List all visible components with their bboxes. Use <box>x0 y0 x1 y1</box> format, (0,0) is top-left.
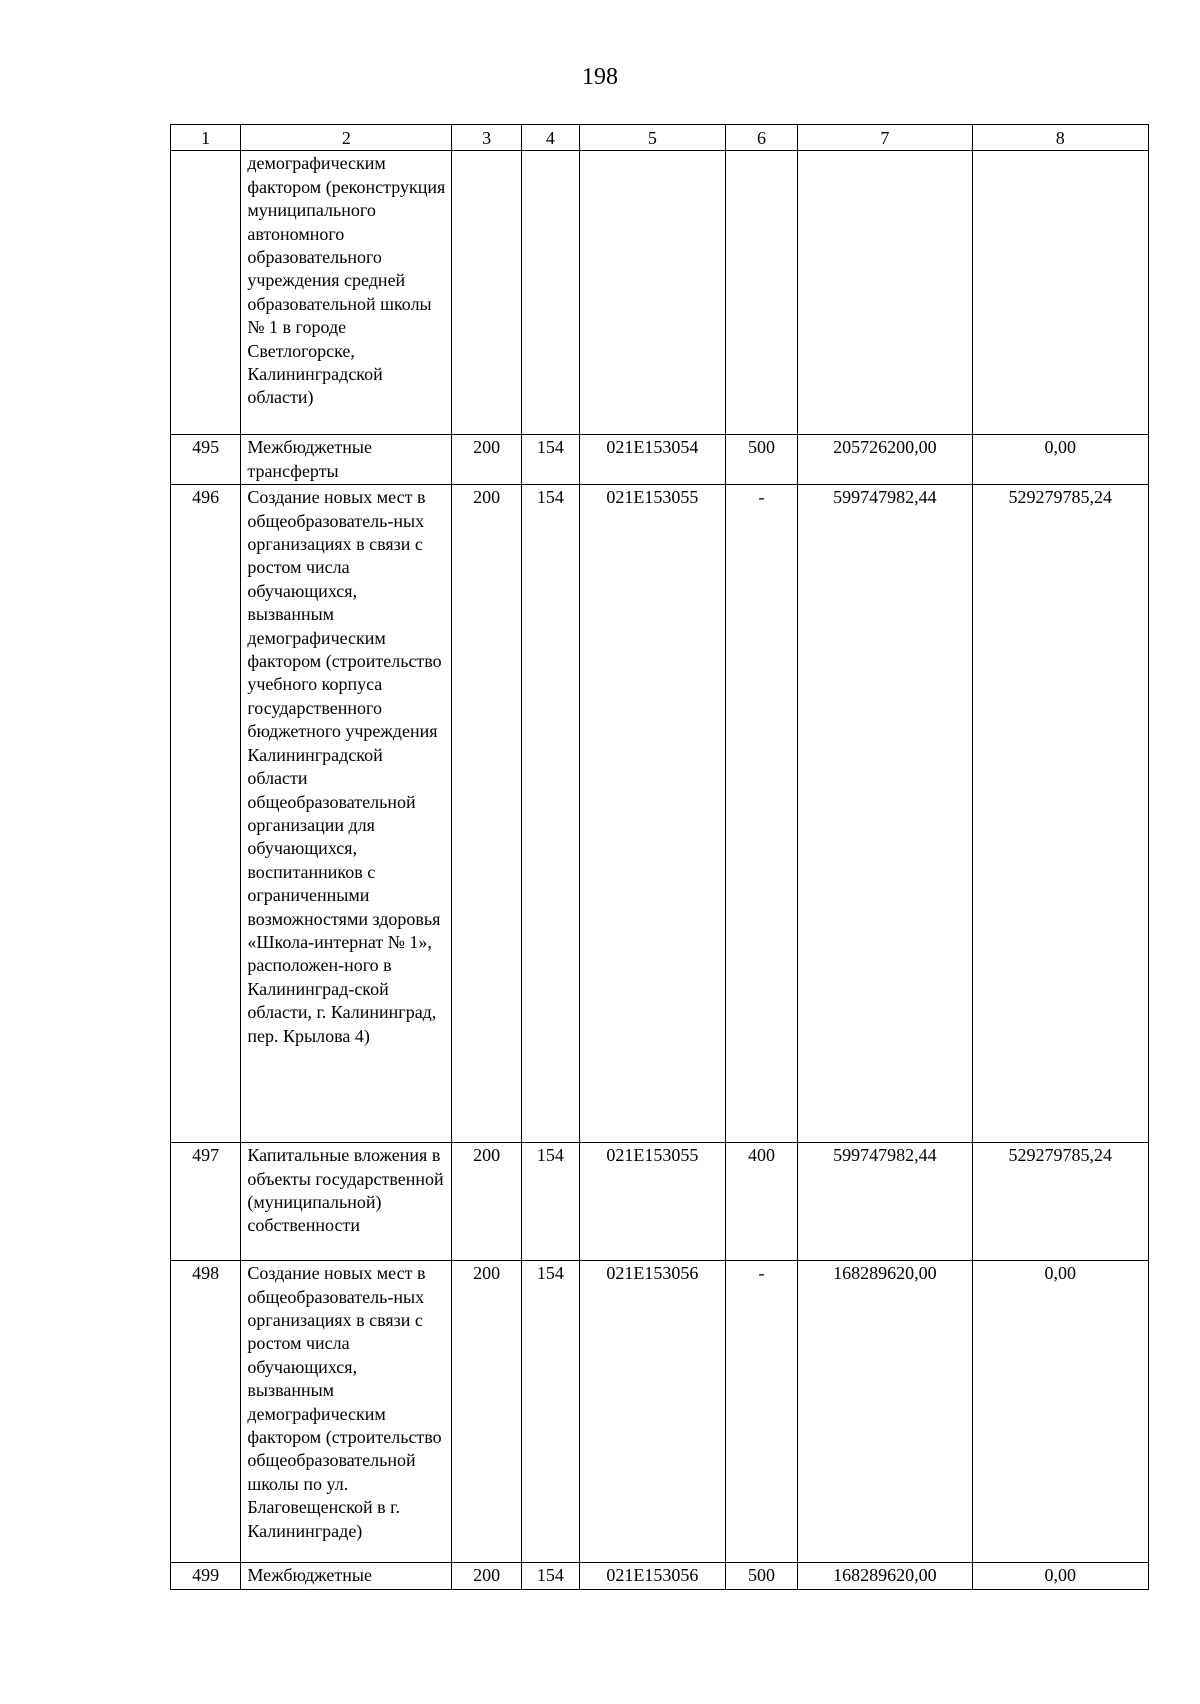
expense-type-cell: - <box>725 1261 797 1563</box>
amount-cell: 0,00 <box>972 435 1148 485</box>
section-code-cell: 200 <box>452 1563 521 1589</box>
target-item-cell: 021E153056 <box>579 1261 725 1563</box>
amount-cell: 168289620,00 <box>798 1563 972 1589</box>
row-name-cell: Капитальные вложения в объекты государственной (муниципальной) собственности <box>241 1143 452 1261</box>
column-header: 6 <box>725 125 797 151</box>
row-number-cell: 495 <box>171 435 241 485</box>
amount-cell: 599747982,44 <box>798 1143 972 1261</box>
row-number-cell: 496 <box>171 485 241 1143</box>
amount-cell: 529279785,24 <box>972 1143 1148 1261</box>
column-header: 5 <box>579 125 725 151</box>
column-header: 4 <box>521 125 579 151</box>
table-row <box>171 485 1149 1143</box>
subsection-code-cell: 154 <box>521 485 579 1143</box>
column-header: 8 <box>972 125 1148 151</box>
target-item-cell: 021E153055 <box>579 1143 725 1261</box>
column-header: 3 <box>452 125 521 151</box>
row-number-cell: 497 <box>171 1143 241 1261</box>
amount-cell: 529279785,24 <box>972 485 1148 1143</box>
table-row <box>171 435 1149 485</box>
row-number-cell <box>171 151 241 435</box>
row-name-cell: Межбюджетные <box>241 1563 452 1589</box>
table-row <box>171 1563 1149 1589</box>
target-item-cell <box>579 151 725 435</box>
section-code-cell: 200 <box>452 1261 521 1563</box>
expense-type-cell: - <box>725 485 797 1143</box>
table-header-row <box>171 125 1149 151</box>
target-item-cell: 021E153055 <box>579 485 725 1143</box>
amount-cell: 168289620,00 <box>798 1261 972 1563</box>
column-header: 2 <box>241 125 452 151</box>
budget-table <box>170 124 1149 1590</box>
row-name-cell: демографическим фактором (реконструкция муниципального автономного образовательного учреждения средней образовательной школы № 1 в городе Светлогорске, Калининградской области) <box>241 151 452 435</box>
table-row <box>171 1143 1149 1261</box>
amount-cell <box>798 151 972 435</box>
page-number: 198 <box>582 64 618 90</box>
amount-cell: 0,00 <box>972 1261 1148 1563</box>
expense-type-cell: 400 <box>725 1143 797 1261</box>
table-row <box>171 151 1149 435</box>
expense-type-cell: 500 <box>725 1563 797 1589</box>
expense-type-cell: 500 <box>725 435 797 485</box>
subsection-code-cell <box>521 151 579 435</box>
section-code-cell: 200 <box>452 435 521 485</box>
row-name-cell: Межбюджетные трансферты <box>241 435 452 485</box>
table-row <box>171 1261 1149 1563</box>
subsection-code-cell: 154 <box>521 1143 579 1261</box>
subsection-code-cell: 154 <box>521 1563 579 1589</box>
subsection-code-cell: 154 <box>521 435 579 485</box>
row-number-cell: 498 <box>171 1261 241 1563</box>
amount-cell: 599747982,44 <box>798 485 972 1143</box>
subsection-code-cell: 154 <box>521 1261 579 1563</box>
amount-cell <box>972 151 1148 435</box>
expense-type-cell <box>725 151 797 435</box>
section-code-cell: 200 <box>452 485 521 1143</box>
amount-cell: 205726200,00 <box>798 435 972 485</box>
row-name-cell: Создание новых мест в общеобразователь-ных организациях в связи с ростом числа обучающихся, вызванным демографическим фактором (строительство общеобразовательной школы по ул. Благовещенской в г. Калининграде) <box>241 1261 452 1563</box>
target-item-cell: 021E153056 <box>579 1563 725 1589</box>
amount-cell: 0,00 <box>972 1563 1148 1589</box>
section-code-cell <box>452 151 521 435</box>
target-item-cell: 021E153054 <box>579 435 725 485</box>
row-number-cell: 499 <box>171 1563 241 1589</box>
row-name-cell: Создание новых мест в общеобразователь-ных организациях в связи с ростом числа обучающихся, вызванным демографическим фактором (строительство учебного корпуса государственного бюджетного учреждения Калининградской области общеобразовательной организации для обучающихся, воспитанников с ограниченными возможностями здоровья «Школа-интернат № 1», расположен-ного в Калининград-ской области, г. Калининград, пер. Крылова 4) <box>241 485 452 1143</box>
column-header: 7 <box>798 125 972 151</box>
column-header: 1 <box>171 125 241 151</box>
section-code-cell: 200 <box>452 1143 521 1261</box>
